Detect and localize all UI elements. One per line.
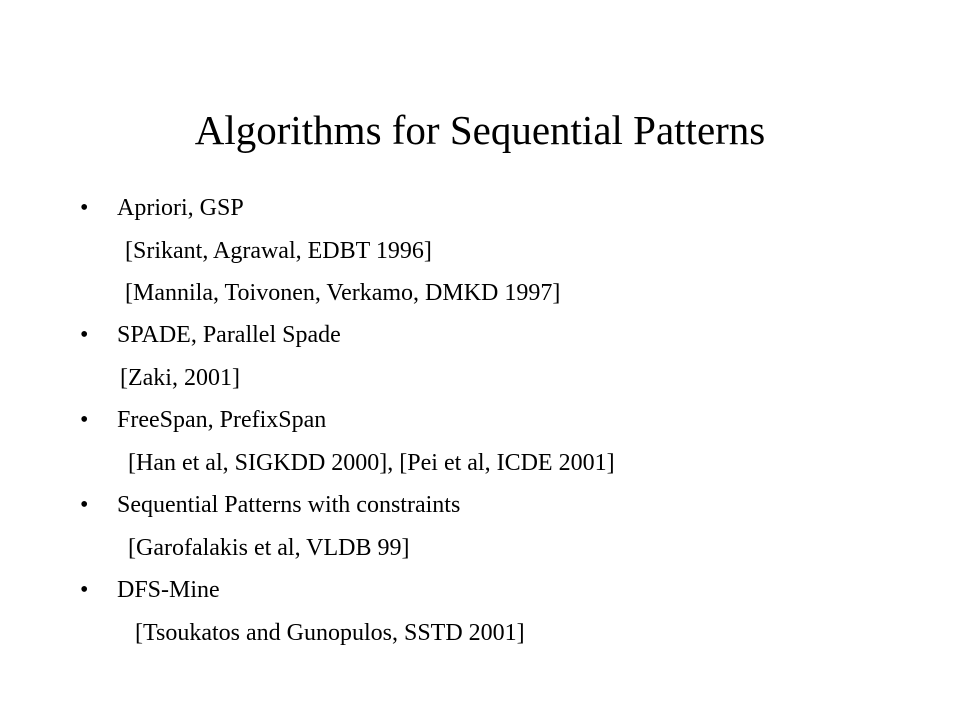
bullet-item-text: Sequential Patterns with constraints xyxy=(117,492,461,518)
bullet-icon: • xyxy=(80,577,89,603)
bullet-icon: • xyxy=(80,322,89,348)
bullet-icon: • xyxy=(80,407,89,433)
bullet-item-text: FreeSpan, PrefixSpan xyxy=(117,407,327,433)
reference-line: [Tsoukatos and Gunopulos, SSTD 2001] xyxy=(135,620,525,646)
bullet-item-text: SPADE, Parallel Spade xyxy=(117,322,341,348)
reference-line: [Zaki, 2001] xyxy=(120,365,240,391)
slide-title: Algorithms for Sequential Patterns xyxy=(194,107,766,153)
bullet-item-text: DFS-Mine xyxy=(117,577,220,603)
bullet-icon: • xyxy=(80,195,89,221)
bullet-item-text: Apriori, GSP xyxy=(117,195,244,221)
reference-line: [Han et al, SIGKDD 2000], [Pei et al, ICDE 2001] xyxy=(128,450,615,476)
reference-line: [Srikant, Agrawal, EDBT 1996] xyxy=(125,238,432,264)
reference-line: [Garofalakis et al, VLDB 99] xyxy=(128,535,410,561)
bullet-icon: • xyxy=(80,492,89,518)
reference-line: [Mannila, Toivonen, Verkamo, DMKD 1997] xyxy=(125,280,561,306)
